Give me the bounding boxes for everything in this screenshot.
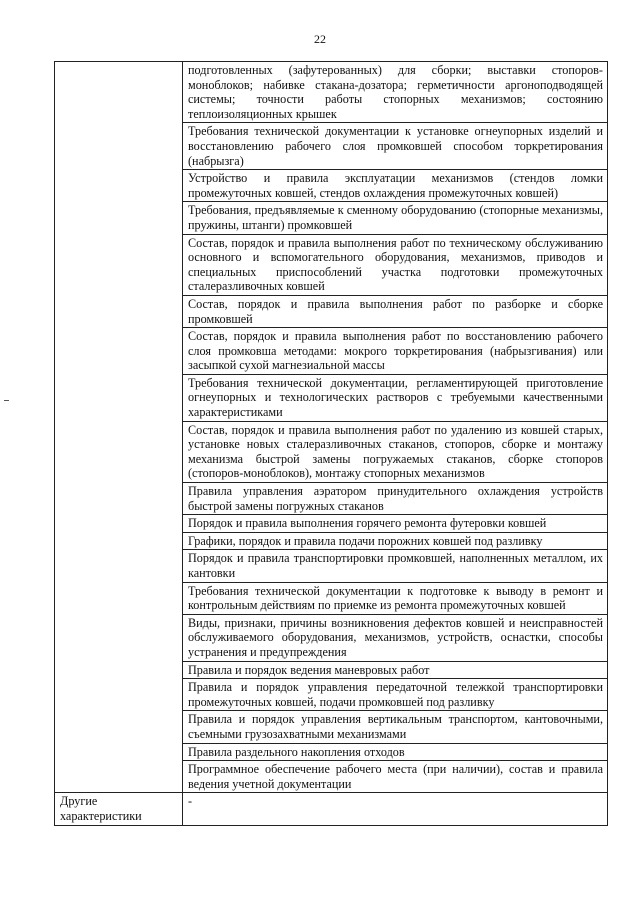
table-row (55, 62, 608, 123)
requirement-cell: Состав, порядок и правила выполнения работ по разборке и сборке промковшей (183, 295, 608, 327)
requirement-cell: Требования технической документации к установке огнеупорных изделий и восстановлению рабочего слоя промковшей способом торкретирования (набрызга) (183, 123, 608, 170)
requirement-cell: Требования технической документации, регламентирующей приготовление огнеупорных и технологических растворов с требуемыми качественными характеристиками (183, 374, 608, 421)
requirement-cell: Порядок и правила выполнения горячего ремонта футеровки ковшей (183, 515, 608, 533)
requirement-cell: Правила раздельного накопления отходов (183, 743, 608, 761)
requirement-cell: Правила управления аэратором принудительного охлаждения устройств быстрой замены погружных стаканов (183, 483, 608, 515)
requirement-cell: Устройство и правила эксплуатации механизмов (стендов ломки промежуточных ковшей, стендов охлаждения промежуточных ковшей) (183, 170, 608, 202)
requirement-cell: Виды, признаки, причины возникновения дефектов ковшей и неисправностей обслуживаемого оборудования, механизмов, устройств, оснастки, способы устранения и предупреждения (183, 614, 608, 661)
requirement-cell: Состав, порядок и правила выполнения работ по восстановлению рабочего слоя промковша методами: мокрого торкретирования (набрызгивания) или засыпкой сухой магнезиальной массы (183, 328, 608, 375)
requirement-cell: Графики, порядок и правила подачи порожних ковшей под разливку (183, 532, 608, 550)
requirement-cell: Порядок и правила транспортировки промковшей, наполненных металлом, их кантовки (183, 550, 608, 582)
requirement-cell: Правила и порядок ведения маневровых работ (183, 661, 608, 679)
empty-label-cell (55, 62, 183, 793)
other-characteristics-label: Другие характеристики (55, 793, 183, 825)
requirement-cell: подготовленных (зафутерованных) для сборки; выставки стопоров-моноблоков; набивке стакана-дозатора; герметичности аргоноподводящей системы; точности работы стопорных механизмов; состоянию теплоизоляционных крышек (183, 62, 608, 123)
scan-artifact (4, 400, 9, 401)
requirements-table (54, 61, 608, 826)
requirement-cell: Требования технической документации к подготовке к выводу в ремонт и контрольным действиям по приемке из ремонта промежуточных ковшей (183, 582, 608, 614)
requirement-cell: Программное обеспечение рабочего места (при наличии), состав и правила ведения учетной документации (183, 761, 608, 793)
page-number: 22 (314, 32, 326, 46)
requirement-cell: Правила и порядок управления вертикальным транспортом, кантовочными, съемными грузозахватными механизмами (183, 711, 608, 743)
requirement-cell: Состав, порядок и правила выполнения работ по техническому обслуживанию основного и вспомогательного оборудования, механизмов, приводов и специальных приспособлений участка подготовки промежуточных сталеразливочных ковшей (183, 234, 608, 295)
other-characteristics-value: - (183, 793, 608, 825)
requirement-cell: Требования, предъявляемые к сменному оборудованию (стопорные механизмы, пружины, штанги) промковшей (183, 202, 608, 234)
requirement-cell: Правила и порядок управления передаточной тележкой транспортировки промежуточных ковшей, подачи промковшей под разливку (183, 679, 608, 711)
requirement-cell: Состав, порядок и правила выполнения работ по удалению из ковшей старых, установке новых сталеразливочных стаканов, стопоров, сборке и монтажу механизма быстрой замены погружаемых стаканов, сборке стопоров (стопоров-моноблоков), монтажу стопорных механизмов (183, 421, 608, 482)
table-row (55, 793, 608, 825)
